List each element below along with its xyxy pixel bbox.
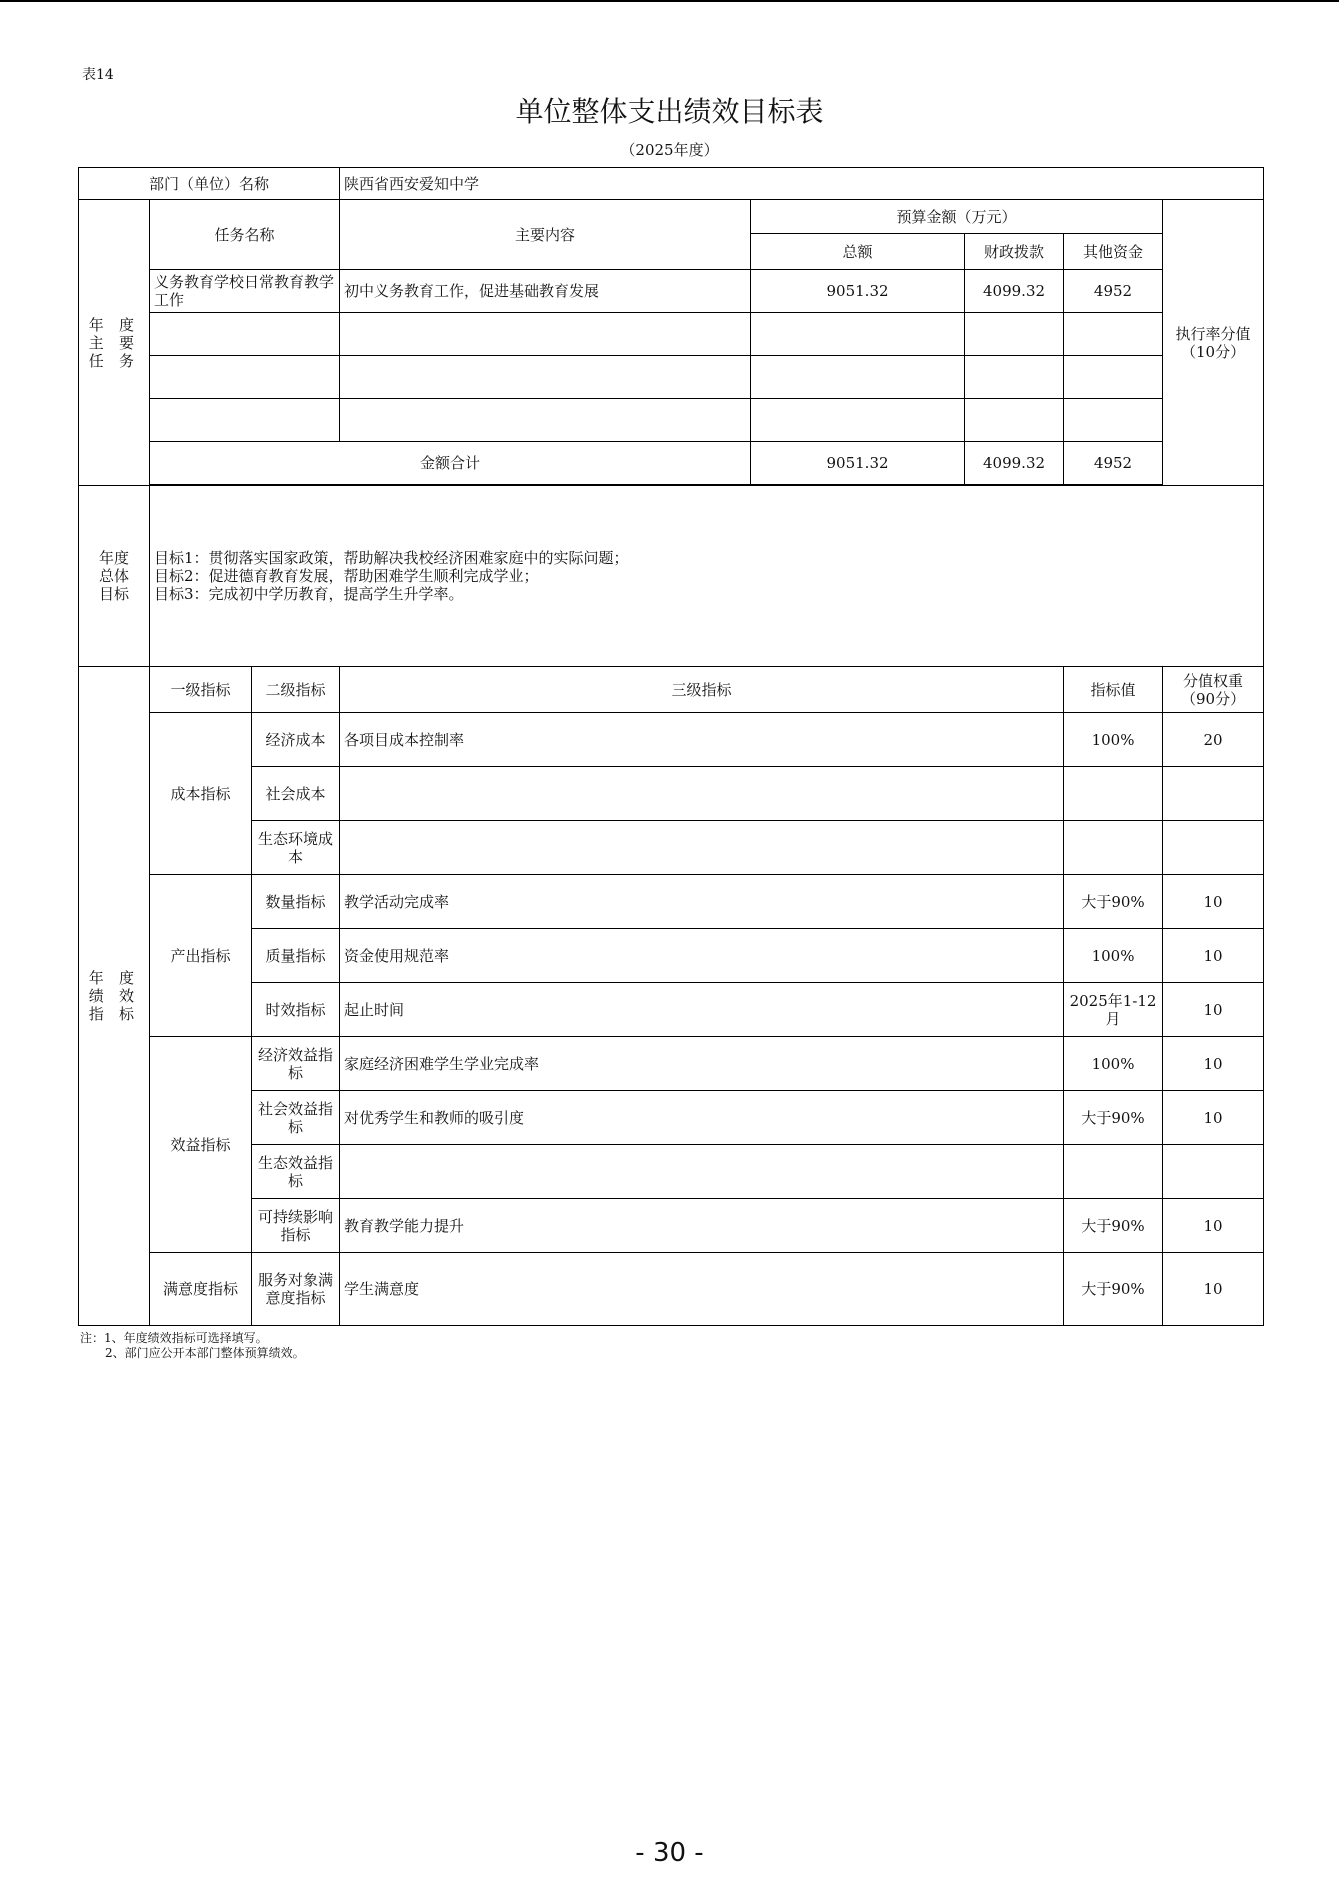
sum-row: [79, 442, 1264, 485]
indicator-level3: [340, 821, 1064, 875]
group-satisfaction: 满意度指标: [150, 1253, 252, 1326]
indicator-row: [79, 713, 1264, 767]
indicator-row: [79, 1091, 1264, 1145]
indicator-level3: 学生满意度: [340, 1253, 1064, 1326]
task-row: [79, 313, 1264, 356]
indicator-row: [79, 1253, 1264, 1326]
footnote-2: 2、部门应公开本部门整体预算绩效。: [105, 1346, 305, 1360]
indicator-value: 大于90%: [1064, 875, 1163, 929]
goal-line: 目标3：完成初中学历教育，提高学生升学率。: [154, 585, 464, 603]
task-other: 4952: [1064, 270, 1163, 313]
indicator-weight: 10: [1163, 1091, 1264, 1145]
indicator-weight: 10: [1163, 1253, 1264, 1326]
performance-target-table: [78, 167, 1264, 1326]
indicator-value-header: 指标值: [1064, 667, 1163, 713]
indicator-weight: [1163, 767, 1264, 821]
top-border-line: [0, 0, 1339, 2]
indicator-level3: 家庭经济困难学生学业完成率: [340, 1037, 1064, 1091]
task-total: [751, 313, 965, 356]
indicator-level2: 生态效益指标: [252, 1145, 340, 1199]
task-content-header: 主要内容: [340, 200, 751, 270]
annual-tasks-label: 年 度 主 要 任 务: [79, 200, 150, 486]
indicator-level3: 资金使用规范率: [340, 929, 1064, 983]
indicator-level3: [340, 1145, 1064, 1199]
indicator-row: [79, 1145, 1264, 1199]
task-name: [150, 399, 340, 442]
task-fiscal: 4099.32: [965, 270, 1064, 313]
indicator-row: [79, 875, 1264, 929]
indicator-value: 100%: [1064, 1037, 1163, 1091]
indicator-value: 2025年1-12月: [1064, 983, 1163, 1037]
table-number: 表14: [82, 67, 114, 83]
indicator-row: [79, 929, 1264, 983]
indicator-level2: 经济效益指标: [252, 1037, 340, 1091]
task-total: [751, 399, 965, 442]
dept-row: [79, 168, 1264, 200]
task-name-header: 任务名称: [150, 200, 340, 270]
indicator-level3: [340, 767, 1064, 821]
indicator-row: [79, 1037, 1264, 1091]
indicator-level2: 可持续影响指标: [252, 1199, 340, 1253]
indicator-weight: [1163, 821, 1264, 875]
indicator-header-row: [79, 667, 1264, 713]
indicator-weight: 10: [1163, 983, 1264, 1037]
task-content: [340, 313, 751, 356]
indicator-level2: 服务对象满意度指标: [252, 1253, 340, 1326]
goals-row: [79, 486, 1264, 667]
indicator-level2: 社会成本: [252, 767, 340, 821]
indicator-level2: 数量指标: [252, 875, 340, 929]
indicator-value: [1064, 1145, 1163, 1199]
task-row: [79, 399, 1264, 442]
other-funds-header: 其他资金: [1064, 234, 1163, 270]
group-output: 产出指标: [150, 875, 252, 1037]
indicator-weight: 10: [1163, 1199, 1264, 1253]
page-title: 单位整体支出绩效目标表: [515, 95, 824, 128]
goal-line: 目标1：贯彻落实国家政策，帮助解决我校经济困难家庭中的实际问题；: [154, 549, 629, 567]
page-number: - 30 -: [635, 1838, 704, 1868]
task-other: [1064, 399, 1163, 442]
task-header-row: [79, 200, 1264, 234]
fiscal-year: （2025年度）: [620, 141, 719, 159]
level1-header: 一级指标: [150, 667, 252, 713]
weight-header: 分值权重 （90分）: [1163, 667, 1264, 713]
task-other: [1064, 356, 1163, 399]
overall-goals-text: [150, 486, 1264, 667]
task-content: [340, 356, 751, 399]
indicator-level3: 对优秀学生和教师的吸引度: [340, 1091, 1064, 1145]
indicator-value: 大于90%: [1064, 1253, 1163, 1326]
level2-header: 二级指标: [252, 667, 340, 713]
sum-other: 4952: [1064, 442, 1163, 485]
goal-line: 目标2：促进德育教育发展，帮助困难学生顺利完成学业；: [154, 567, 539, 585]
task-name: [150, 313, 340, 356]
indicator-level2: 质量指标: [252, 929, 340, 983]
task-content: 初中义务教育工作，促进基础教育发展: [340, 270, 751, 313]
overall-goals-label: 年度 总体 目标: [79, 486, 150, 667]
task-total: [751, 356, 965, 399]
indicator-value: 大于90%: [1064, 1199, 1163, 1253]
indicator-level3: 起止时间: [340, 983, 1064, 1037]
total-header: 总额: [751, 234, 965, 270]
indicator-value: [1064, 767, 1163, 821]
task-total: 9051.32: [751, 270, 965, 313]
indicator-row: [79, 821, 1264, 875]
exec-rate-header: 执行率分值 （10分）: [1163, 200, 1264, 486]
group-benefit: 效益指标: [150, 1037, 252, 1253]
dept-value: 陕西省西安爱知中学: [340, 168, 1264, 200]
indicator-level3: 教学活动完成率: [340, 875, 1064, 929]
footnotes: [80, 1331, 305, 1361]
group-cost: 成本指标: [150, 713, 252, 875]
indicator-weight: 10: [1163, 1037, 1264, 1091]
indicator-weight: [1163, 1145, 1264, 1199]
indicator-weight: 10: [1163, 929, 1264, 983]
indicator-level3: 教育教学能力提升: [340, 1199, 1064, 1253]
task-row: [79, 270, 1264, 313]
task-fiscal: [965, 356, 1064, 399]
indicator-row: [79, 1199, 1264, 1253]
indicator-level2: 社会效益指标: [252, 1091, 340, 1145]
task-row: [79, 356, 1264, 399]
indicator-value: 100%: [1064, 713, 1163, 767]
fiscal-header: 财政拨款: [965, 234, 1064, 270]
task-name: [150, 356, 340, 399]
indicator-level3: 各项目成本控制率: [340, 713, 1064, 767]
task-content: [340, 399, 751, 442]
indicator-weight: 20: [1163, 713, 1264, 767]
indicator-level2: 生态环境成本: [252, 821, 340, 875]
indicator-weight: 10: [1163, 875, 1264, 929]
dept-label: 部门（单位）名称: [79, 168, 340, 200]
task-fiscal: [965, 313, 1064, 356]
indicator-level2: 经济成本: [252, 713, 340, 767]
indicator-value: [1064, 821, 1163, 875]
indicator-row: [79, 983, 1264, 1037]
indicator-value: 100%: [1064, 929, 1163, 983]
task-other: [1064, 313, 1163, 356]
sum-label: 金额合计: [150, 442, 751, 485]
sum-fiscal: 4099.32: [965, 442, 1064, 485]
budget-header: 预算金额（万元）: [751, 200, 1163, 234]
task-fiscal: [965, 399, 1064, 442]
level3-header: 三级指标: [340, 667, 1064, 713]
annual-indicators-label: 年 度 绩 效 指 标: [79, 667, 150, 1326]
indicator-level2: 时效指标: [252, 983, 340, 1037]
sum-total: 9051.32: [751, 442, 965, 485]
task-name: 义务教育学校日常教育教学工作: [150, 270, 340, 313]
footnote-1: 注：1、年度绩效指标可选择填写。: [80, 1331, 268, 1345]
indicator-value: 大于90%: [1064, 1091, 1163, 1145]
indicator-row: [79, 767, 1264, 821]
